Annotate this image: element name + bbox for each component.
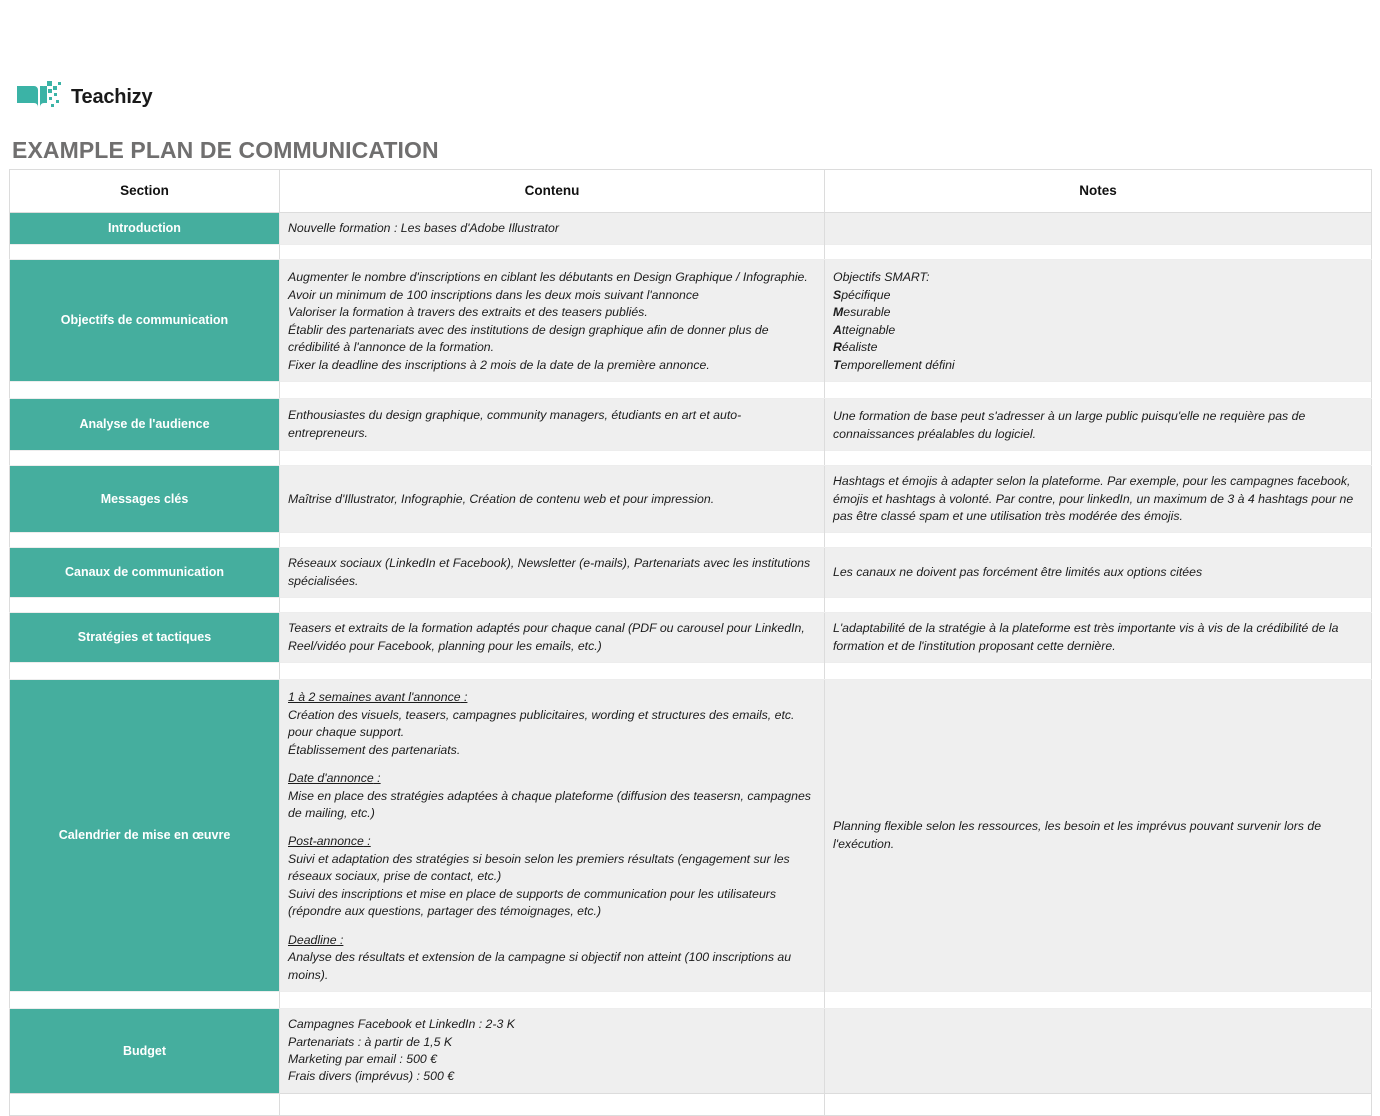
content-introduction: Nouvelle formation : Les bases d'Adobe Illustrator xyxy=(280,213,825,245)
block-gap xyxy=(288,759,816,770)
table-row xyxy=(10,213,1372,245)
content-line: Valoriser la formation à travers des extraits et des teasers publiés. xyxy=(288,305,648,320)
row-spacer xyxy=(10,245,1372,260)
page-title: EXAMPLE PLAN DE COMMUNICATION xyxy=(12,137,439,163)
row-spacer xyxy=(10,663,1372,680)
content-canaux: Réseaux sociaux (LinkedIn et Facebook), Newsletter (e-mails), Partenariats avec les institutions spécialisées. xyxy=(280,548,825,598)
block-gap xyxy=(288,921,816,932)
sub-heading-text: Post-annonce xyxy=(288,834,364,849)
sub-heading-suffix: : xyxy=(363,834,371,849)
content-line: Établissement des partenariats. xyxy=(288,742,461,757)
content-calendrier xyxy=(280,680,825,992)
content-line: Marketing par email : 500 € xyxy=(288,1051,438,1066)
section-label-budget: Budget xyxy=(10,1009,280,1094)
smart-rest: tteignable xyxy=(841,322,896,337)
content-line: Établir des partenariats avec des institutions de design graphique afin de donner plus de crédibilité à l'annonce de la formation. xyxy=(288,322,769,355)
sub-heading-suffix: : xyxy=(336,932,344,947)
plan-table-wrapper xyxy=(9,169,1371,1116)
table-trailing-empty-row xyxy=(10,1093,1372,1115)
table-row xyxy=(10,260,1372,382)
content-line: Campagnes Facebook et LinkedIn : 2-3 K xyxy=(288,1017,515,1032)
smart-item xyxy=(833,304,1363,321)
content-line: Suivi et adaptation des stratégies si besoin selon les premiers résultats (engagement sur les réseaux sociaux, prise de contact, etc.) xyxy=(288,851,790,884)
section-label-messages-cles: Messages clés xyxy=(10,466,280,533)
notes-objectifs xyxy=(825,260,1372,382)
smart-rest: esurable xyxy=(843,305,891,320)
content-line: Fixer la deadline des inscriptions à 2 mois de la date de la première annonce. xyxy=(288,357,710,372)
content-line: Partenariats : à partir de 1,5 K xyxy=(288,1034,453,1049)
sub-heading xyxy=(288,932,816,949)
sub-heading xyxy=(288,833,816,850)
section-label-objectifs: Objectifs de communication xyxy=(10,260,280,382)
row-spacer xyxy=(10,382,1372,399)
sub-heading xyxy=(288,689,816,706)
smart-rest: éaliste xyxy=(841,340,878,355)
notes-canaux: Les canaux ne doivent pas forcément être limités aux options citées xyxy=(825,548,1372,598)
sub-heading-text: Date d'annonce xyxy=(288,771,374,786)
smart-initial: R xyxy=(833,340,842,355)
row-spacer xyxy=(10,451,1372,466)
smart-initial: A xyxy=(833,322,842,337)
column-header-section: Section xyxy=(10,170,280,213)
brand-name: Teachizy xyxy=(71,86,153,108)
content-line: Création des visuels, teasers, campagnes publicitaires, wording et structures des emails, etc. pour chaque support. xyxy=(288,707,795,740)
smart-item xyxy=(833,322,1363,339)
content-line: Augmenter le nombre d'inscriptions en ciblant les débutants en Design Graphique / Infographie. xyxy=(288,270,808,285)
notes-strategies: L'adaptabilité de la stratégie à la plateforme est très importante vis à vis de la crédibilité de la formation et de l'institution proposant cette dernière. xyxy=(825,613,1372,663)
notes-analyse-audience: Une formation de base peut s'adresser à un large public puisqu'elle ne requière pas de connaissances préalables du logiciel. xyxy=(825,399,1372,451)
table-row xyxy=(10,399,1372,451)
section-label-strategies: Stratégies et tactiques xyxy=(10,613,280,663)
content-line: Frais divers (imprévus) : 500 € xyxy=(288,1069,455,1084)
table-header-row xyxy=(10,170,1372,213)
table-row xyxy=(10,1009,1372,1094)
section-label-introduction: Introduction xyxy=(10,213,280,245)
notes-budget xyxy=(825,1009,1372,1094)
content-line: Suivi des inscriptions et mise en place de supports de communication pour les utilisateurs (répondre aux questions, partager des témoignages, etc.) xyxy=(288,886,777,919)
content-messages-cles: Maîtrise d'Illustrator, Infographie, Création de contenu web et pour impression. xyxy=(280,466,825,533)
table-row xyxy=(10,466,1372,533)
section-label-canaux: Canaux de communication xyxy=(10,548,280,598)
notes-introduction xyxy=(825,213,1372,245)
smart-item xyxy=(833,339,1363,356)
content-line: Mise en place des stratégies adaptées à chaque plateforme (diffusion des teasersn, campagnes de mailing, etc.) xyxy=(288,788,811,820)
row-spacer xyxy=(10,598,1372,613)
content-strategies: Teasers et extraits de la formation adaptés pour chaque canal (PDF ou carousel pour LinkedIn, Reel/vidéo pour Facebook, planning pour les emails, etc.) xyxy=(280,613,825,663)
sub-heading-text: 1 à 2 semaines avant l'annonce xyxy=(288,690,461,705)
content-objectifs xyxy=(280,260,825,382)
notes-title: Objectifs SMART: xyxy=(833,270,930,285)
smart-initial: T xyxy=(833,357,841,372)
smart-rest: emporellement défini xyxy=(840,357,955,372)
sub-heading-suffix: : xyxy=(373,771,381,786)
content-analyse-audience: Enthousiastes du design graphique, community managers, étudiants en art et auto-entrepreneurs. xyxy=(280,399,825,451)
smart-initial: S xyxy=(833,287,842,302)
row-spacer xyxy=(10,533,1372,548)
sub-heading xyxy=(288,770,816,787)
table-row xyxy=(10,613,1372,663)
content-line: Analyse des résultats et extension de la campagne si objectif non atteint (100 inscriptions au moins). xyxy=(288,950,792,982)
communication-plan-table xyxy=(9,169,1372,1116)
row-spacer xyxy=(10,992,1372,1009)
brand-header xyxy=(16,78,152,116)
smart-initial: M xyxy=(833,305,844,320)
notes-calendrier: Planning flexible selon les ressources, les besoin et les imprévus pouvant survenir lors de l'exécution. xyxy=(825,680,1372,992)
sub-heading-suffix: : xyxy=(460,690,468,705)
column-header-notes: Notes xyxy=(825,170,1372,213)
block-gap xyxy=(288,822,816,833)
column-header-contenu: Contenu xyxy=(280,170,825,213)
open-book-pixel-logo-icon xyxy=(16,80,62,114)
smart-rest: pécifique xyxy=(841,287,891,302)
content-line: Avoir un minimum de 100 inscriptions dans les deux mois suivant l'annonce xyxy=(288,287,699,302)
smart-item xyxy=(833,357,1363,374)
content-budget xyxy=(280,1009,825,1094)
table-row xyxy=(10,548,1372,598)
section-label-analyse-audience: Analyse de l'audience xyxy=(10,399,280,451)
sub-heading-text: Deadline xyxy=(288,932,337,947)
table-row xyxy=(10,680,1372,992)
smart-item xyxy=(833,287,1363,304)
notes-messages-cles: Hashtags et émojis à adapter selon la plateforme. Par exemple, pour les campagnes facebook, émojis et hashtags à volonté. Par contre, pour linkedIn, un maximum de 3 à 4 hashtags pour ne pas être classé spam et une utilisation très modérée des émojis. xyxy=(825,466,1372,533)
section-label-calendrier: Calendrier de mise en œuvre xyxy=(10,680,280,992)
